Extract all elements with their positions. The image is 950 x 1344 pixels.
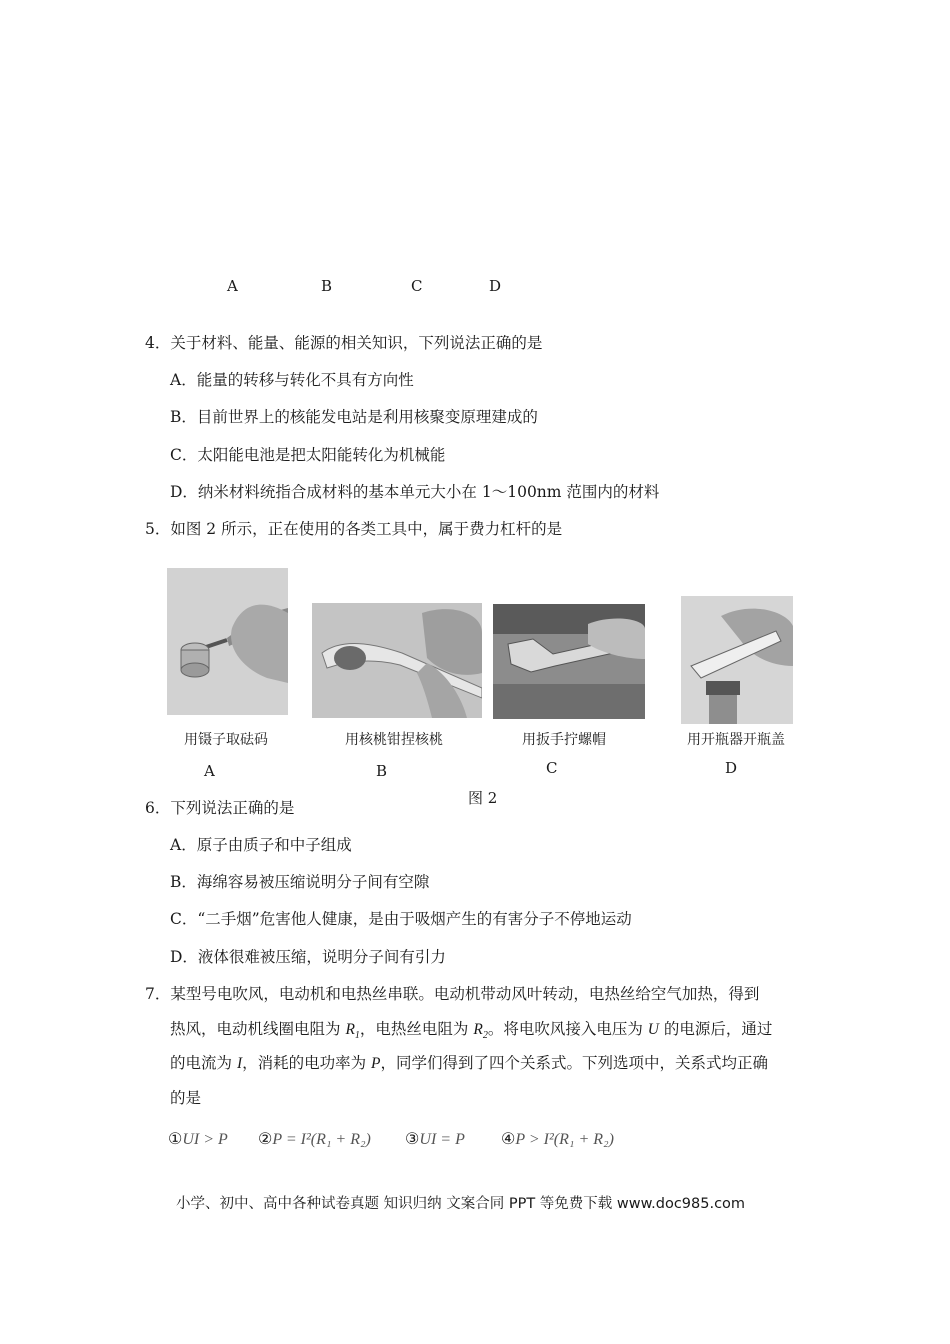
- q7-line1: 7．某型号电吹风，电动机和电热丝串联。电动机带动风叶转动，电热丝给空气加热，得到: [145, 985, 760, 1003]
- q7-line3-text-c: ，同学们得到了四个关系式。下列选项中，关系式均正确: [380, 1054, 769, 1072]
- q7-line2-text-a: 热风，电动机线圈电阻为: [170, 1020, 346, 1038]
- q7-line3-text-a: 的电流为: [170, 1054, 237, 1072]
- symbol-p: P: [371, 1055, 381, 1072]
- photo-tweezers: [167, 568, 288, 715]
- symbol-r1-letter: R: [345, 1021, 355, 1038]
- q7-line3: [170, 1051, 768, 1073]
- q7-line2-text-b: ，电热丝电阻为: [359, 1020, 474, 1038]
- symbol-r2-subscript: 2: [482, 1030, 488, 1042]
- symbol-u: U: [647, 1021, 659, 1038]
- q5-stem: 5．如图 2 所示，正在使用的各类工具中，属于费力杠杆的是: [145, 520, 563, 538]
- q4-stem: 4．关于材料、能量、能源的相关知识，下列说法正确的是: [145, 334, 543, 352]
- photo-letter-c: C: [546, 759, 558, 777]
- q6-option-a: A．原子由质子和中子组成: [170, 836, 352, 854]
- top-label-d: D: [489, 277, 502, 295]
- formula-4-marker: ④: [501, 1129, 516, 1148]
- q7-line2-text-c: 。将电吹风接入电压为: [487, 1020, 648, 1038]
- q4-option-c: C．太阳能电池是把太阳能转化为机械能: [170, 446, 446, 464]
- photo-letter-a: A: [204, 762, 215, 780]
- q4-option-b: B．目前世界上的核能发电站是利用核聚变原理建成的: [170, 408, 538, 426]
- symbol-r1: [345, 1021, 360, 1042]
- formula-1: UI > P: [182, 1131, 228, 1148]
- q7-formulas: [168, 1129, 614, 1149]
- q7-line2: [170, 1017, 772, 1041]
- photo-wrench: [493, 604, 645, 719]
- q4-option-d: D．纳米材料统指合成材料的基本单元大小在 1～100nm 范围内的材料: [170, 483, 660, 501]
- top-label-b: B: [321, 277, 333, 295]
- top-label-a: A: [227, 277, 238, 295]
- photo-letter-d: D: [725, 759, 738, 777]
- q6-option-c: C．“二手烟”危害他人健康，是由于吸烟产生的有害分子不停地运动: [170, 910, 632, 928]
- symbol-i: I: [236, 1055, 243, 1072]
- q7-line3-text-b: ，消耗的电功率为: [242, 1054, 372, 1072]
- caption-a: 用镊子取砝码: [184, 732, 268, 748]
- figure-label: 图 2: [468, 789, 498, 807]
- caption-d: 用开瓶器开瓶盖: [687, 732, 785, 748]
- formula-1-marker: ①: [168, 1129, 183, 1148]
- formula-3-marker: ③: [405, 1129, 420, 1148]
- formula-2-marker: ②: [257, 1129, 273, 1148]
- photo-nutcracker: [312, 603, 482, 718]
- q6-stem: 6．下列说法正确的是: [145, 799, 295, 817]
- caption-c: 用扳手拧螺帽: [522, 732, 606, 748]
- symbol-r1-subscript: 1: [354, 1030, 360, 1042]
- symbol-r2: [473, 1021, 488, 1042]
- q6-option-d: D．液体很难被压缩，说明分子间有引力: [170, 948, 446, 966]
- photo-letter-b: B: [376, 762, 388, 780]
- photo-bottle-opener: [681, 596, 793, 724]
- caption-b: 用核桃钳捏核桃: [345, 732, 443, 748]
- q7-line4: 的是: [170, 1089, 202, 1107]
- q4-option-a: A．能量的转移与转化不具有方向性: [170, 371, 414, 389]
- formula-4: P > I²(R₁ + R₂): [515, 1131, 614, 1148]
- q6-option-b: B．海绵容易被压缩说明分子间有空隙: [170, 873, 430, 891]
- top-label-c: C: [411, 277, 423, 295]
- symbol-r2-letter: R: [473, 1021, 483, 1038]
- footer-text: 小学、初中、高中各种试卷真题 知识归纳 文案合同 PPT 等免费下载 www.doc985.com: [176, 1196, 746, 1212]
- q7-line2-text-d: 的电源后，通过: [658, 1020, 773, 1038]
- formula-2: P = I²(R₁ + R₂): [272, 1131, 371, 1148]
- formula-3: UI = P: [419, 1131, 465, 1148]
